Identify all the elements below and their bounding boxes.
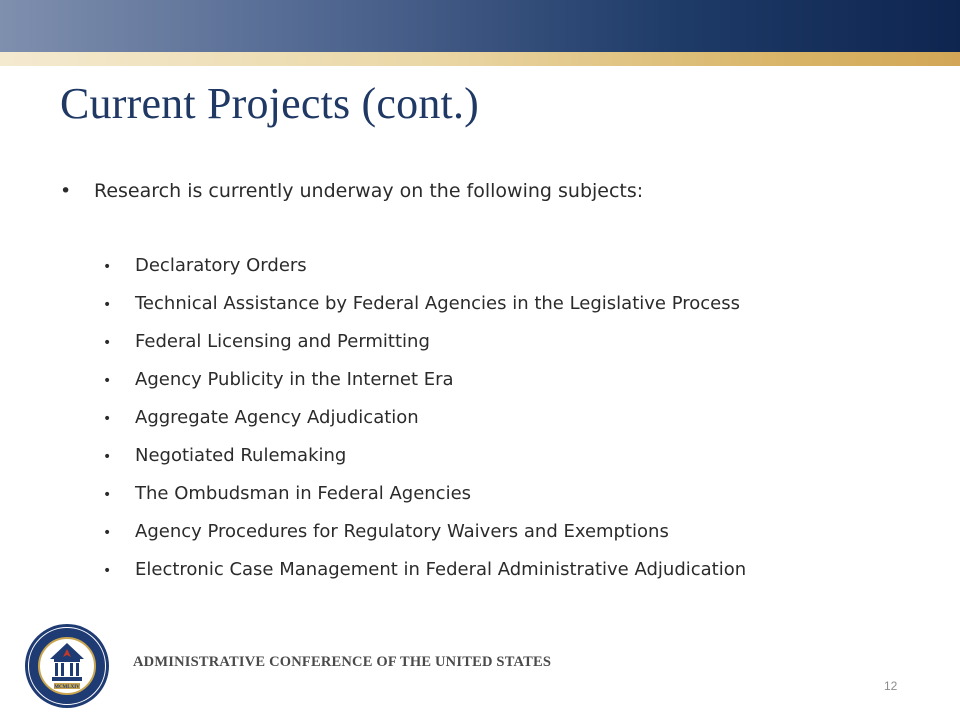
bullet-icon: •	[103, 259, 112, 275]
bullet-icon: •	[103, 335, 112, 351]
list-item	[103, 445, 746, 483]
intro-bullet	[60, 180, 643, 202]
bullet-icon: •	[103, 563, 112, 579]
list-item	[103, 483, 746, 521]
subject-text: Technical Assistance by Federal Agencies in the Legislative Process	[135, 293, 741, 314]
intro-bullet-text: Research is currently underway on the following subjects:	[94, 180, 644, 202]
seal-logo-icon	[24, 623, 110, 709]
list-item	[103, 369, 746, 407]
subject-text: Negotiated Rulemaking	[135, 445, 347, 466]
bullet-icon: •	[103, 373, 112, 389]
subject-text: The Ombudsman in Federal Agencies	[135, 483, 472, 504]
subject-text: Electronic Case Management in Federal Administrative Adjudication	[135, 559, 747, 580]
bullet-icon: •	[60, 180, 72, 202]
list-item	[103, 331, 746, 369]
bullet-icon: •	[103, 487, 112, 503]
bullet-icon: •	[103, 525, 112, 541]
seal-base	[52, 677, 82, 681]
list-item	[103, 293, 746, 331]
seal-lintel	[54, 659, 80, 662]
header-accent-band	[0, 52, 960, 66]
seal-year: MCMLXIV	[54, 685, 80, 690]
subject-text: Aggregate Agency Adjudication	[135, 407, 419, 428]
seal-column	[61, 663, 64, 676]
organization-name: ADMINISTRATIVE CONFERENCE OF THE UNITED STATES	[133, 654, 552, 670]
list-item	[103, 407, 746, 445]
header-band	[0, 0, 960, 52]
seal-column	[70, 663, 73, 676]
subject-text: Declaratory Orders	[135, 255, 307, 276]
page-number: 12	[884, 679, 898, 693]
bullet-icon: •	[103, 297, 112, 313]
subject-text: Agency Publicity in the Internet Era	[135, 369, 454, 390]
subject-text: Federal Licensing and Permitting	[135, 331, 430, 352]
seal-column	[55, 663, 58, 676]
list-item	[103, 255, 746, 293]
bullet-icon: •	[103, 449, 112, 465]
seal-column	[76, 663, 79, 676]
bullet-icon: •	[103, 411, 112, 427]
subject-list	[103, 255, 746, 597]
list-item	[103, 521, 746, 559]
slide-title: Current Projects (cont.)	[60, 79, 480, 128]
subject-text: Agency Procedures for Regulatory Waivers and Exemptions	[135, 521, 669, 542]
list-item	[103, 559, 746, 597]
